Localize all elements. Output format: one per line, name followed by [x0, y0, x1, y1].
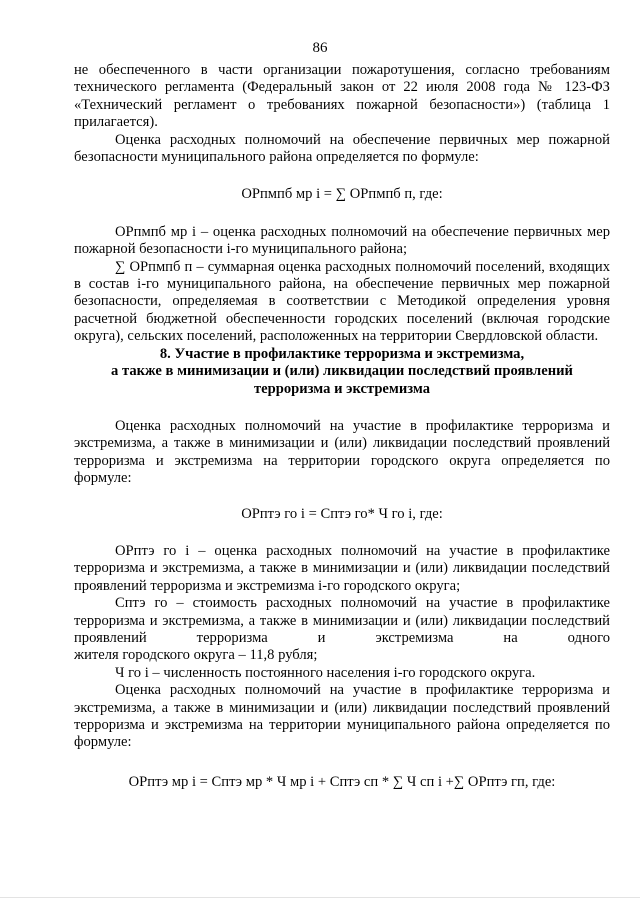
formula-terrorism-district: ОРптэ мр i = Сптэ мр * Ч мр i + Сптэ сп * ∑ Ч сп i +∑ ОРптэ гп, где:	[128, 773, 556, 790]
definition-terrorism-cost-value: жителя городского округа – 11,8 рубля;	[74, 647, 318, 664]
formula-terrorism-urban: ОРптэ го i = Сптэ го* Ч го i, где:	[241, 505, 443, 522]
formula-fire-safety: ОРпмпб мр i = ∑ ОРпмпб п, где:	[241, 186, 443, 203]
definition-fire-safety-sum: ∑ ОРпмпб п – суммарная оценка расходных полномочий поселений, входящих в состав i-го муниципального района, на обеспечение первичных мер пожарной безопасности, определяемая в соответствии с Методикой определения уровня расчетной бюджетной обеспеченности городских поселений (включая городские округа), сельских поселений, расположенных на территории Свердловской области.	[74, 258, 610, 345]
section-heading-line-3: терроризма и экстремизма	[253, 380, 431, 397]
section-heading-8	[74, 346, 610, 398]
paragraph-fire-safety-intro: Оценка расходных полномочий на обеспечение первичных мер пожарной безопасности муниципального района определяется по формуле:	[74, 131, 610, 166]
page-number: 86	[312, 40, 328, 56]
paragraph-terrorism-urban-intro: Оценка расходных полномочий на участие в профилактике терроризма и экстремизма, а также в минимизации и (или) ликвидации последствий проявлений терроризма и экстремизма на территории городского округа определяется по формуле:	[74, 417, 610, 487]
definition-terrorism-cost-per-resident: Сптэ го – стоимость расходных полномочий на участие в профилактике терроризма и экстремизма, а также в минимизации и (или) ликвидации последствий проявлений терроризма и экстремизма на одного	[74, 595, 610, 646]
document-body	[74, 62, 610, 791]
section-heading-line-1: 8. Участие в профилактике терроризма и экстремизма,	[159, 345, 525, 362]
paragraph-regulation-continuation: не обеспеченного в части организации пожаротушения, согласно требованиям технического регламента (Федеральный закон от 22 июля 2008 года № 123-ФЗ «Технический регламент о требованиях пожарной безопасности») (таблица 1 прилагается).	[74, 62, 610, 131]
definition-population: Ч го i – численность постоянного населения i-го городского округа.	[115, 664, 536, 681]
paragraph-terrorism-district-intro: Оценка расходных полномочий на участие в профилактике терроризма и экстремизма, а также в минимизации и (или) ликвидации последствий проявлений терроризма и экстремизма на территории муниципального района определяется по формуле:	[74, 682, 610, 751]
scan-bottom-edge	[0, 897, 640, 898]
definition-fire-safety-estimate: ОРпмпб мр i – оценка расходных полномочий на обеспечение первичных мер пожарной безопасности i-го муниципального района;	[74, 223, 610, 258]
definition-terrorism-urban-estimate: ОРптэ го i – оценка расходных полномочий на участие в профилактике терроризма и экстремизма, а также в минимизации и (или) ликвидации последствий проявлений терроризма и экстремизма i-го городского округа;	[74, 542, 610, 594]
section-heading-line-2: а также в минимизации и (или) ликвидации последствий проявлений	[111, 363, 573, 380]
